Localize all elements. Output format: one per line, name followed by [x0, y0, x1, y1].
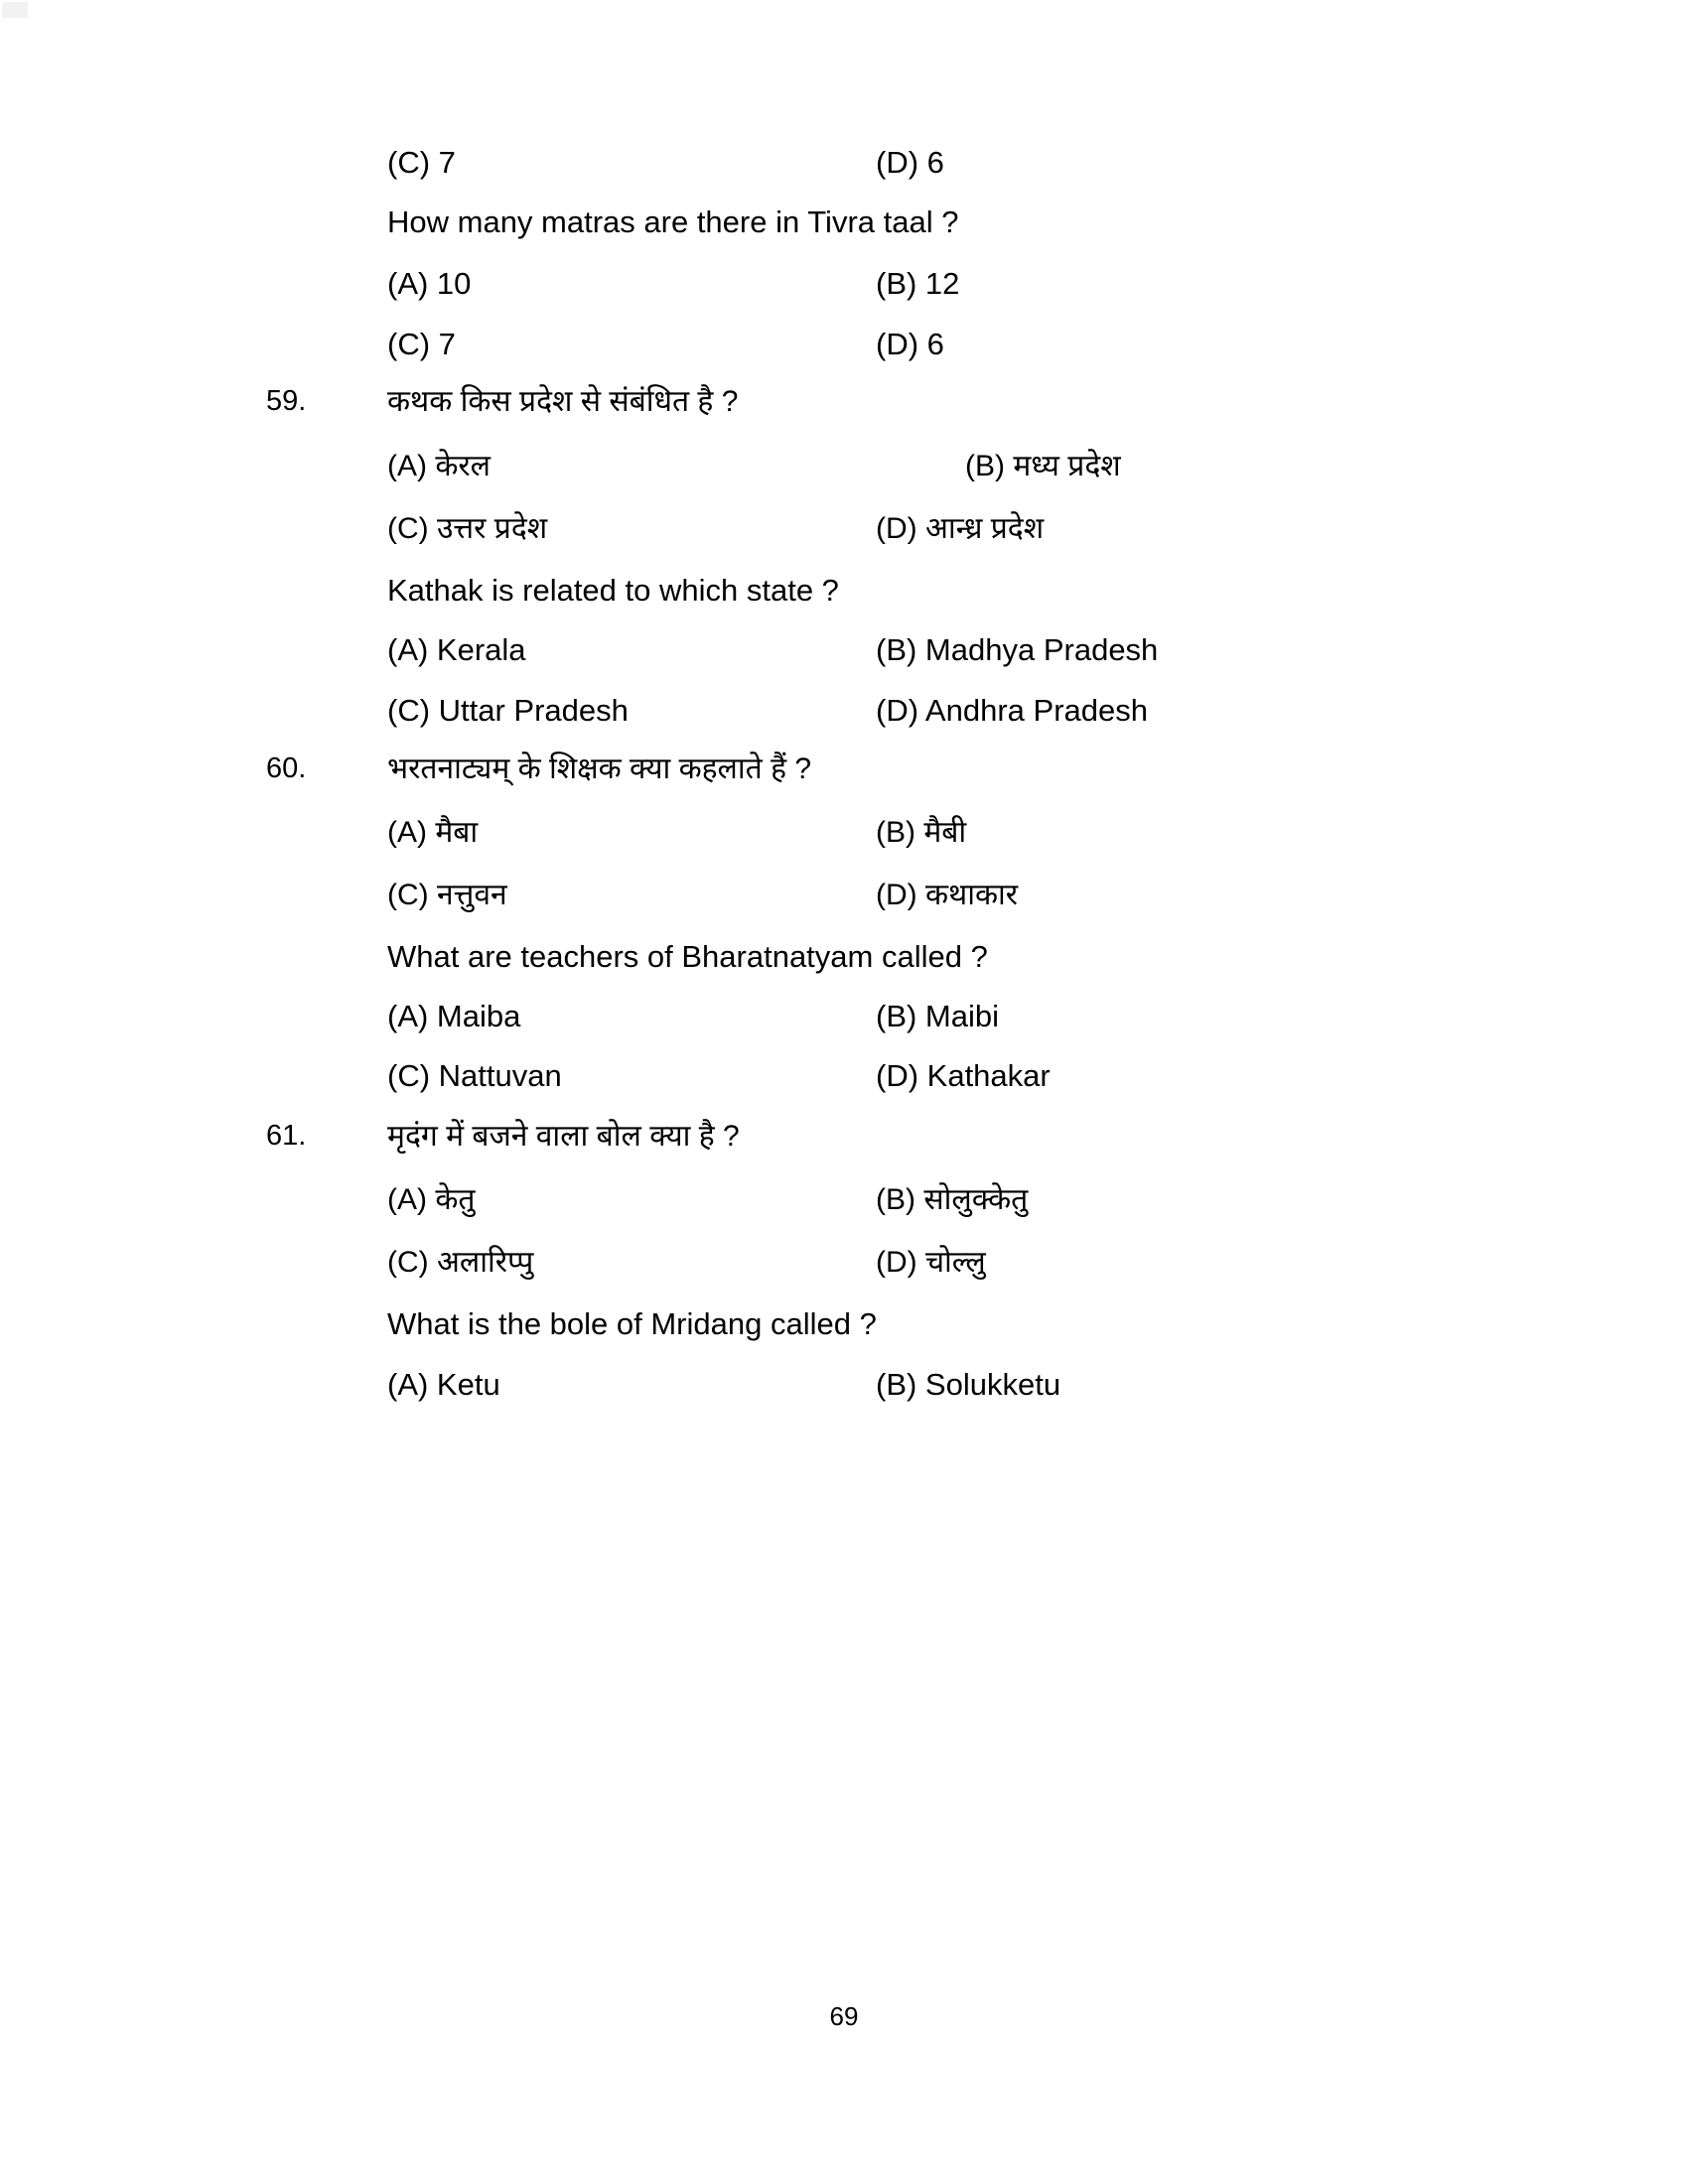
- option-d[interactable]: (D) 6: [876, 145, 944, 180]
- english-stem-text: What are teachers of Bharatnatyam called ?: [387, 939, 988, 974]
- option-b[interactable]: (B) सोलुक्केतु: [876, 1183, 1029, 1216]
- option-b[interactable]: (B) Maibi: [876, 999, 1000, 1033]
- option-a[interactable]: (A) केतु: [387, 1183, 476, 1216]
- question-number-59: 59.: [266, 385, 307, 417]
- option-c[interactable]: (C) अलारिप्पु: [387, 1246, 534, 1279]
- option-c[interactable]: (C) 7: [387, 327, 456, 361]
- option-b[interactable]: (B) Solukketu: [876, 1367, 1061, 1402]
- page-number: 69: [829, 2001, 859, 2031]
- hindi-stem-text: भरतनाट्यम् के शिक्षक क्या कहलाते हैं ?: [387, 752, 812, 785]
- option-a[interactable]: (A) केरल: [387, 450, 491, 482]
- option-b[interactable]: (B) मैबी: [876, 816, 967, 849]
- english-stem-text: What is the bole of Mridang called ?: [387, 1306, 877, 1341]
- option-d[interactable]: (D) Kathakar: [876, 1058, 1051, 1093]
- option-a[interactable]: (A) 10: [387, 266, 472, 301]
- question-number-60: 60.: [266, 752, 307, 784]
- option-b[interactable]: (B) मध्य प्रदेश: [965, 450, 1121, 482]
- english-stem-text: How many matras are there in Tivra taal ?: [387, 205, 959, 239]
- english-stem-text: Kathak is related to which state ?: [387, 573, 839, 608]
- option-d[interactable]: (D) 6: [876, 327, 944, 361]
- option-a[interactable]: (A) Kerala: [387, 632, 526, 667]
- hindi-stem-text: मृदंग में बजने वाला बोल क्या है ?: [387, 1120, 740, 1153]
- hindi-stem-text: कथक किस प्रदेश से संबंधित है ?: [387, 385, 739, 418]
- scan-smudge-mark: [2, 2, 28, 18]
- option-c[interactable]: (C) Nattuvan: [387, 1058, 562, 1093]
- option-b[interactable]: (B) 12: [876, 266, 960, 301]
- option-c[interactable]: (C) Uttar Pradesh: [387, 693, 629, 728]
- option-d[interactable]: (D) Andhra Pradesh: [876, 693, 1148, 728]
- option-b[interactable]: (B) Madhya Pradesh: [876, 632, 1159, 667]
- option-a[interactable]: (A) मैबा: [387, 816, 479, 849]
- option-a[interactable]: (A) Maiba: [387, 999, 521, 1033]
- question-number-61: 61.: [266, 1120, 307, 1152]
- option-d[interactable]: (D) कथाकार: [876, 879, 1019, 911]
- option-c[interactable]: (C) उत्तर प्रदेश: [387, 512, 548, 545]
- option-a[interactable]: (A) Ketu: [387, 1367, 500, 1402]
- option-d[interactable]: (D) आन्ध्र प्रदेश: [876, 512, 1045, 545]
- option-c[interactable]: (C) नत्तुवन: [387, 879, 507, 911]
- option-d[interactable]: (D) चोल्लु: [876, 1246, 986, 1279]
- option-c[interactable]: (C) 7: [387, 145, 456, 180]
